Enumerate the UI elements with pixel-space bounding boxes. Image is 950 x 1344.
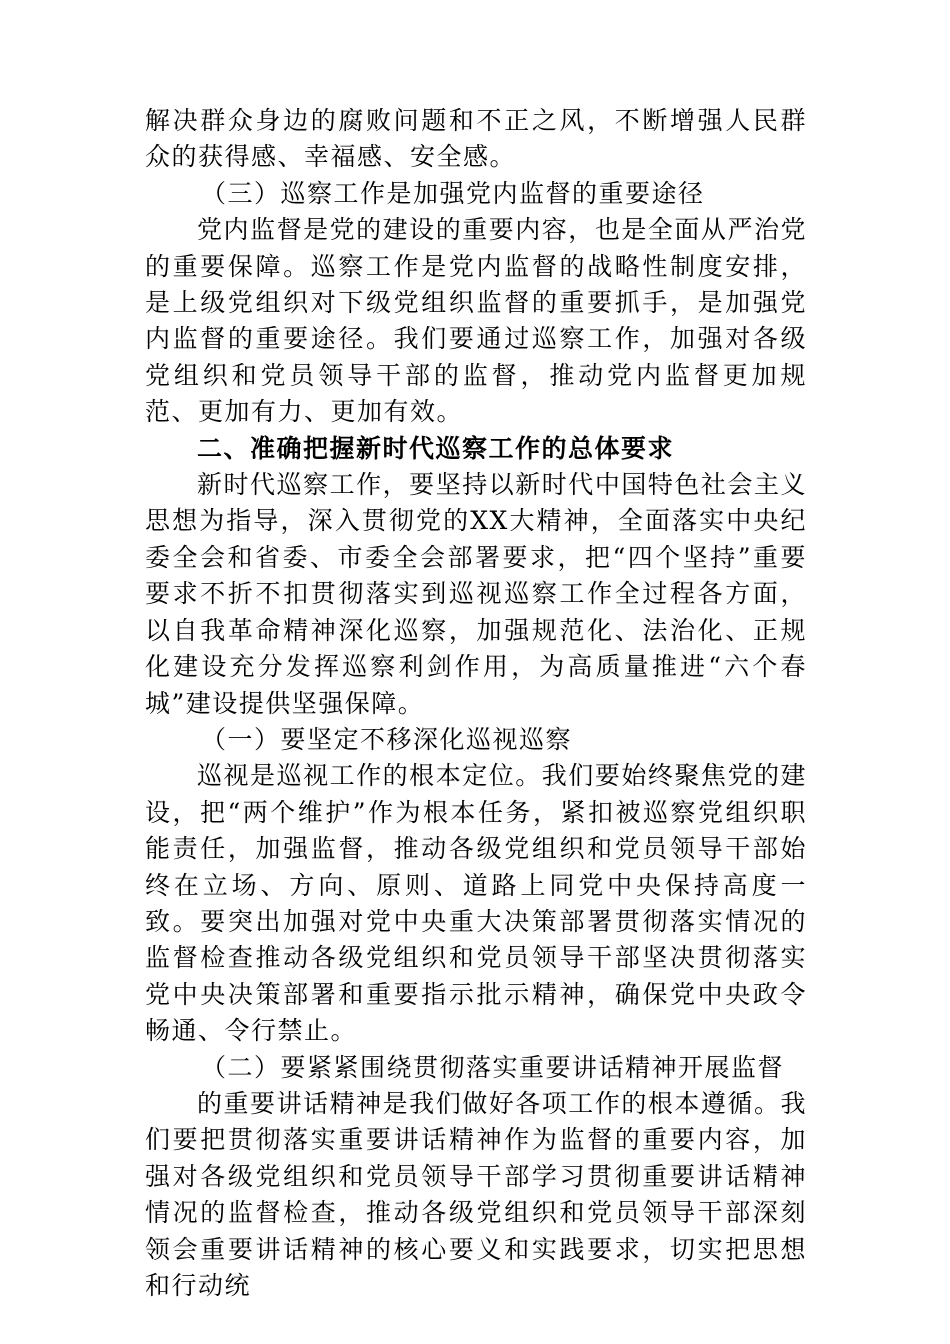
paragraph-continued: 解决群众身边的腐败问题和不正之风，不断增强人民群众的获得感、幸福感、安全感。 [145, 106, 807, 172]
paragraph: 巡视是巡视工作的根本定位。我们要始终聚焦党的建设，把“两个维护”作为根本任务，紧扣被巡察党组织职能责任，加强监督，推动各级党组织和党员领导干部始终在立场、方向、原则、道路上同党中央保持高度一致。要突出加强对党中央重大决策部署贯彻落实情况的监督检查推动各级党组织和党员领导干部坚决贯彻落实党中央决策部署和重要指示批示精神，确保党中央政令畅通、令行禁止。 [145, 761, 807, 1046]
section-heading-2: （二）要紧紧围绕贯彻落实重要讲话精神开展监督 [201, 1052, 785, 1082]
section-heading-1: （一）要坚定不移深化巡视巡察 [201, 724, 573, 754]
paragraph: 党内监督是党的建设的重要内容，也是全面从严治党的重要保障。巡察工作是党内监督的战略性制度安排，是上级党组织对下级党组织监督的重要抓手，是加强党内监督的重要途径。我们要通过巡察工作，加强对各级党组织和党员领导干部的监督，推动党内监督更加规范、更加有力、更加有效。 [145, 215, 807, 427]
paragraph: 新时代巡察工作，要坚持以新时代中国特色社会主义思想为指导，深入贯彻党的XX大精神，全面落实中央纪委全会和省委、市委全会部署要求，把“四个坚持”重要要求不折不扣贯彻落实到巡视巡察工作全过程各方面，以自我革命精神深化巡察，加强规范化、法治化、正规化建设充分发挥巡察利剑作用，为高质量推进“六个春城”建设提供坚强保障。 [145, 470, 807, 718]
section-heading-3: （三）巡察工作是加强党内监督的重要途径 [201, 178, 705, 208]
paragraph: 的重要讲话精神是我们做好各项工作的根本遵循。我们要把贯彻落实重要讲话精神作为监督的重要内容，加强对各级党组织和党员领导干部学习贯彻重要讲话精神情况的监督检查，推动各级党组织和党员领导干部深刻领会重要讲话精神的核心要义和实践要求，切实把思想和行动统 [145, 1088, 807, 1300]
document-page [145, 103, 807, 1304]
chapter-heading-2: 二、准确把握新时代巡察工作的总体要求 [197, 433, 675, 463]
